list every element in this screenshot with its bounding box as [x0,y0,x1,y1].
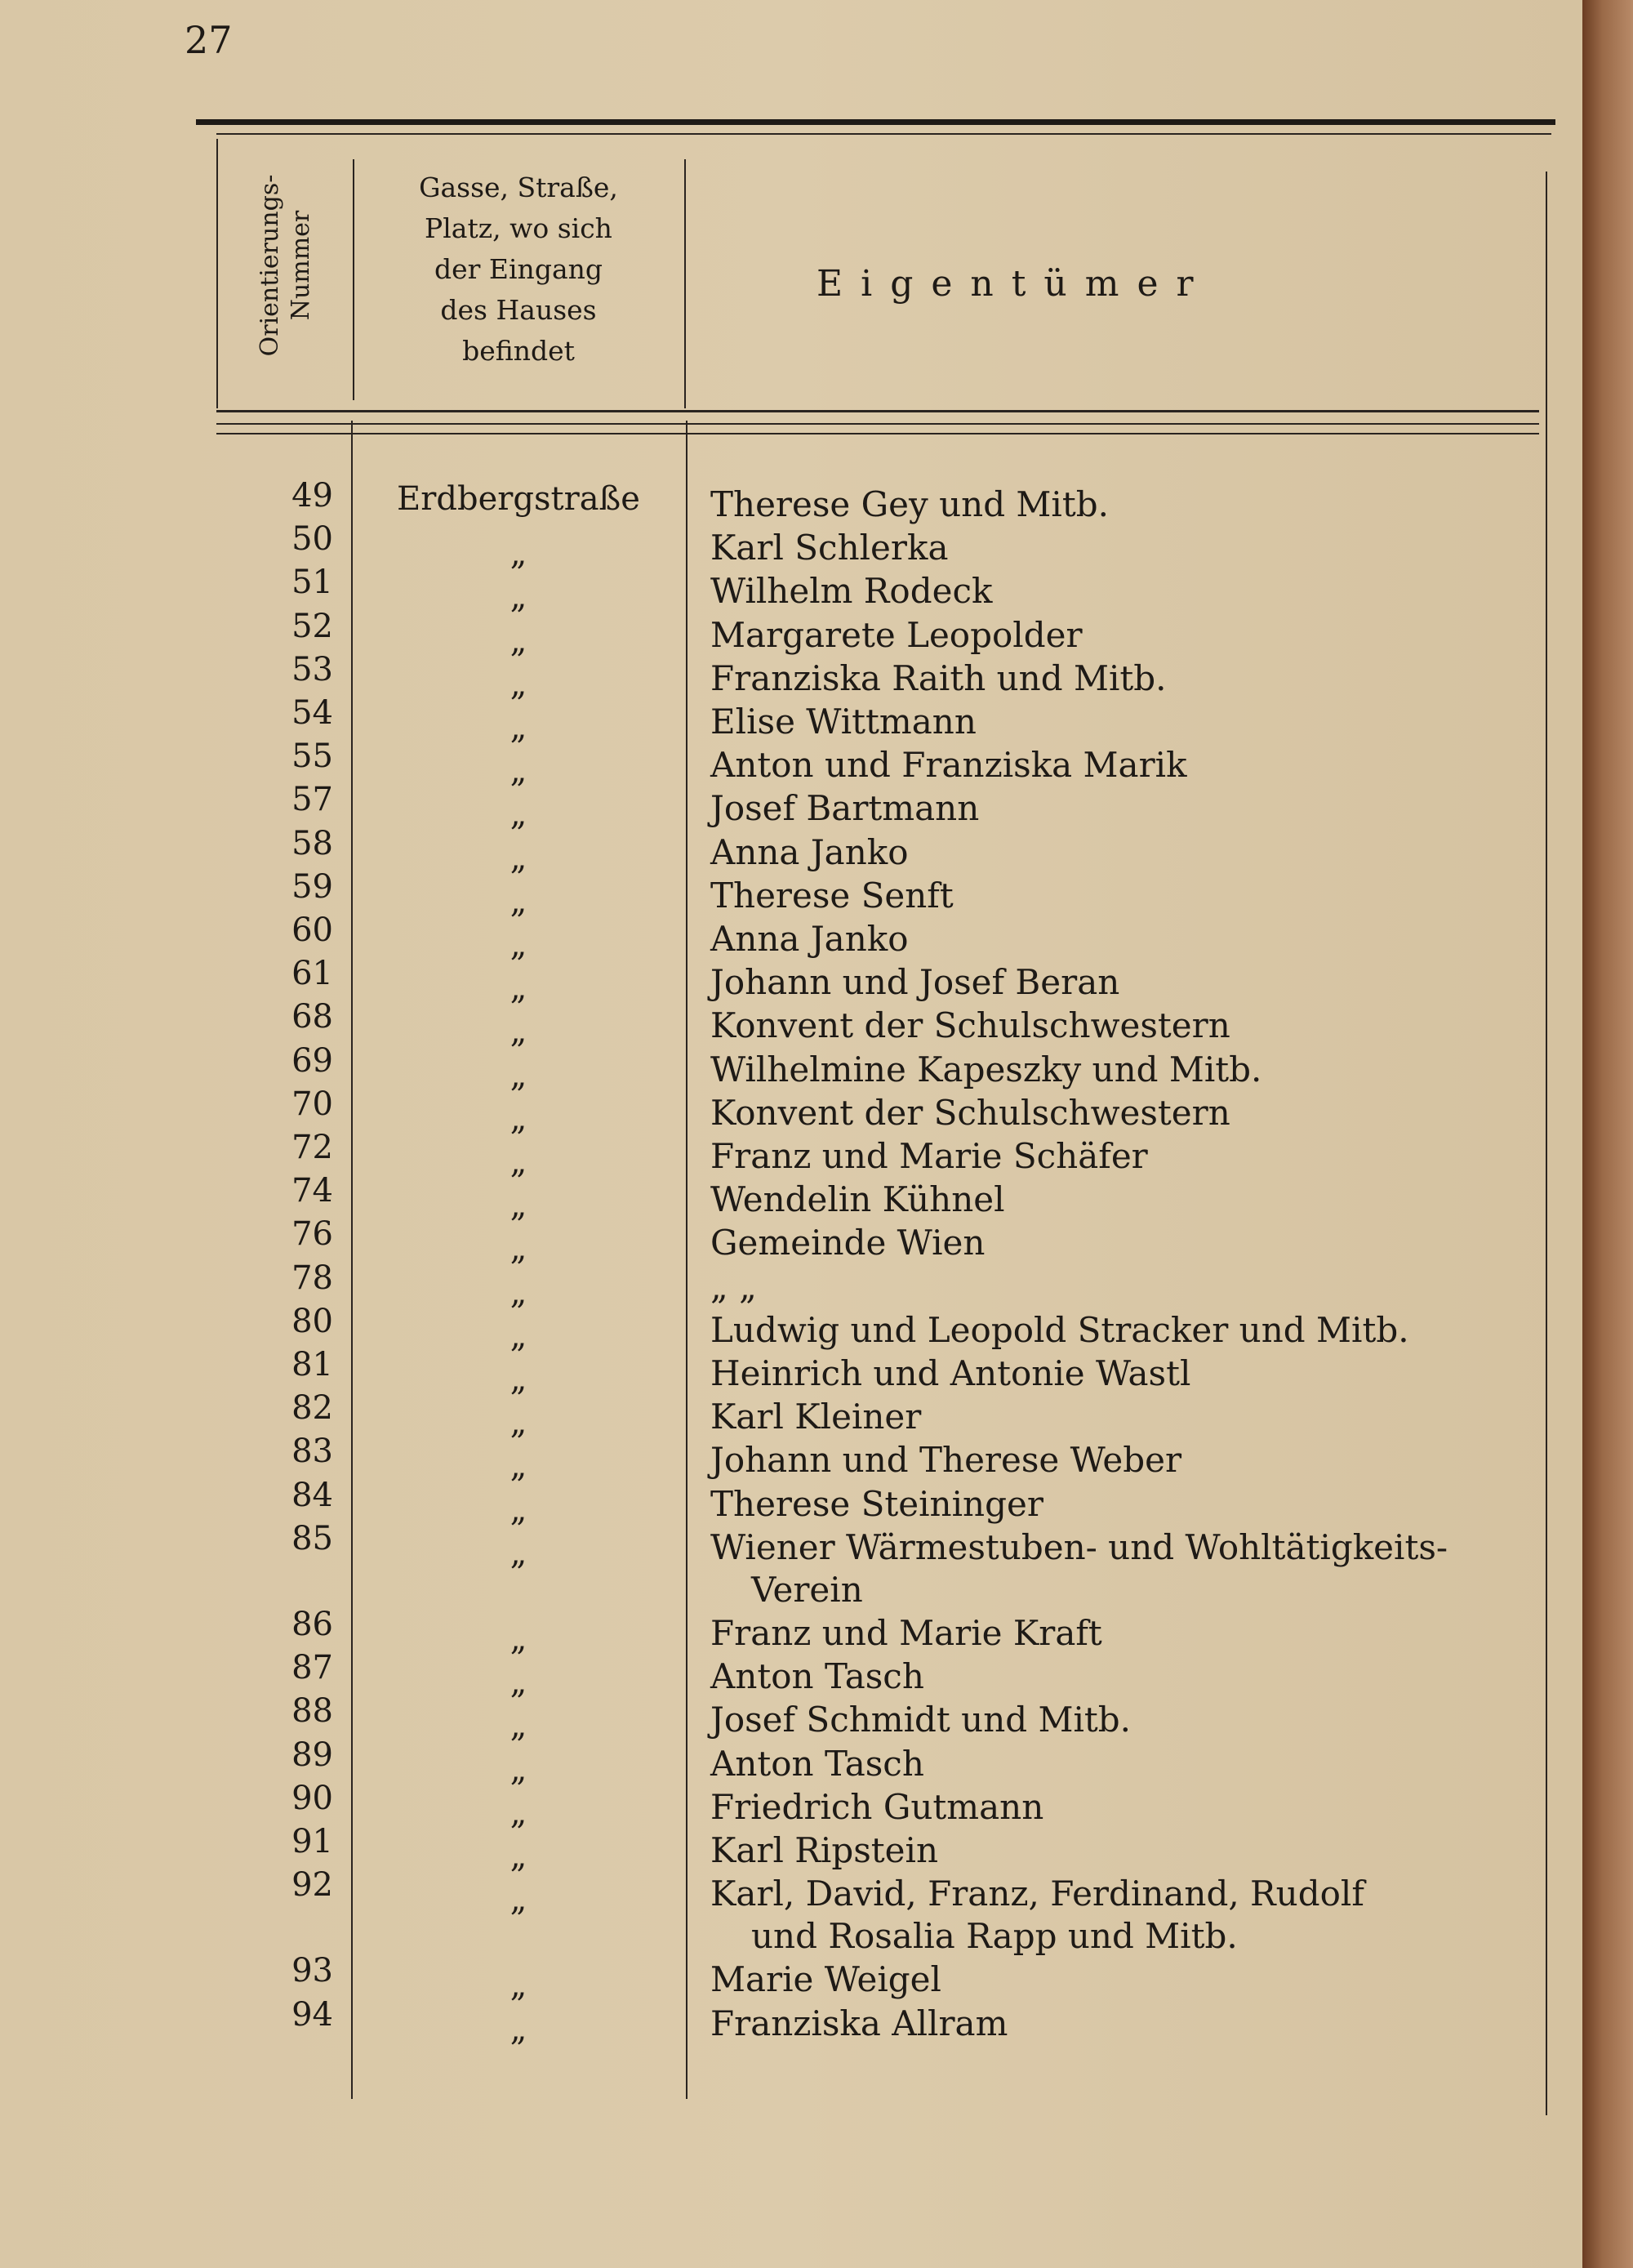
owner-continuation: Verein [751,1569,863,1610]
owner-name [710,570,1543,613]
owner-name [710,1179,1543,1221]
orientation-number: 49 [291,477,333,515]
owner-name [710,2003,1543,2045]
orientation-number: 78 [291,1259,333,1297]
orientation-number: 91 [291,1823,333,1860]
owner-text: Karl Schlerka [710,528,949,568]
street-name: „ [509,1230,527,1268]
street-name: „ [509,795,527,834]
header-orientation-line1: Orientierungs- [256,174,284,357]
owner-text: Wendelin Kühnel [710,1179,1005,1220]
street-name: „ [509,1838,527,1875]
owner-text: Josef Schmidt und Mitb. [710,1700,1132,1740]
owner-text: Wilhelmine Kapeszky und Mitb. [710,1049,1262,1089]
owner-name [710,1092,1543,1134]
table-left-border [216,139,218,408]
header-rule-2 [216,423,1539,425]
table-right-border [1546,172,1547,2115]
owner-name [710,1958,1543,2001]
owner-name [710,1396,1543,1438]
street-name: „ [509,1534,527,1572]
orientation-number: 57 [291,781,333,819]
street-name: „ [509,2010,527,2048]
orientation-number: 52 [291,607,333,645]
street-name: „ [509,839,527,877]
orientation-number: 83 [291,1433,333,1471]
orientation-number: 85 [291,1519,333,1557]
street-name: „ [509,1664,527,1702]
street-name: „ [509,578,527,617]
header-street-line: befindet [462,335,575,367]
orientation-number: 69 [291,1041,333,1080]
orientation-number: 72 [291,1129,333,1166]
owner-continuation: und Rosalia Rapp und Mitb. [751,1916,1238,1957]
page-number: 27 [185,18,233,62]
owner-name [710,657,1543,700]
owner-text: Elise Wittmann [710,702,977,742]
book-edge [1582,0,1633,2268]
owner-name [710,1829,1543,1872]
header-street-line: Platz, wo sich [425,212,612,244]
orientation-number: 88 [291,1692,333,1731]
header-rule-3 [216,433,1539,434]
orientation-number: 74 [291,1172,333,1210]
owner-text: Therese Senft [710,875,954,916]
street-name: „ [509,1447,527,1486]
street-name: „ [509,1013,527,1051]
owner-name [710,1222,1543,1264]
header-street [359,167,678,372]
street-name: „ [509,622,527,660]
header-street-line: der Eingang [434,253,603,285]
orientation-number: 59 [291,867,333,906]
owner-text: Therese Steininger [710,1483,1043,1524]
owner-name [710,1526,1543,1611]
owner-text: Friedrich Gutmann [710,1786,1044,1827]
owner-name [710,614,1543,657]
owner-text: Franz und Marie Schäfer [710,1136,1148,1176]
orientation-number: 86 [291,1606,333,1643]
owner-name [710,1743,1543,1785]
owner-name [710,875,1543,917]
street-name: „ [509,709,527,746]
street-name: „ [509,969,527,1008]
owner-text: Gemeinde Wien [710,1223,986,1263]
owner-name [710,744,1543,786]
owner-text: Therese Gey und Mitb. [710,484,1109,524]
owner-text: Karl, David, Franz, Ferdinand, Rudolf [710,1874,1364,1914]
owner-text: Anton Tasch [710,1743,924,1784]
owner-text: Josef Bartmann [710,788,980,829]
owner-name [710,1439,1543,1482]
owner-text: Karl Ripstein [710,1830,938,1870]
owner-name [710,701,1543,743]
owner-text: Ludwig und Leopold Stracker und Mitb. [710,1309,1409,1350]
top-rule-thin [216,133,1551,135]
owner-name [710,1483,1543,1526]
owner-text: Anton Tasch [710,1656,924,1697]
street-name: „ [509,535,527,573]
street-name: „ [509,1273,527,1312]
orientation-number: 93 [291,1952,333,1990]
street-name: „ [509,1187,527,1225]
orientation-number: 82 [291,1389,333,1428]
street-name: „ [509,1967,527,2005]
owner-name [710,918,1543,960]
header-street-line: des Hauses [440,294,597,326]
header-owner: Eigentümer [816,263,1212,305]
column-divider-2 [686,421,687,2099]
owner-name [710,1352,1543,1395]
owner-text: Franz und Marie Kraft [710,1613,1102,1653]
orientation-number: 54 [291,694,333,732]
street-name: „ [509,882,527,920]
orientation-number: 90 [291,1779,333,1817]
owner-name [710,1873,1543,1958]
orientation-number: 87 [291,1649,333,1687]
owner-name [710,1612,1543,1655]
column-divider-1 [351,421,353,2099]
street-name: Erdbergstraße [397,480,640,518]
owner-text: Heinrich und Antonie Wastl [710,1353,1191,1393]
orientation-number: 89 [291,1736,333,1774]
header-street-line: Gasse, Straße, [419,172,618,203]
header-divider-2 [684,159,686,408]
owner-name [710,961,1543,1004]
street-name: „ [509,1317,527,1355]
orientation-number: 53 [291,650,333,688]
owner-text: Anna Janko [710,831,909,872]
orientation-number: 94 [291,1995,333,2034]
street-name: „ [509,752,527,791]
owner-text: Marie Weigel [710,1959,941,2000]
orientation-number: 70 [291,1085,333,1123]
orientation-number: 51 [291,564,333,602]
owner-text: Konvent der Schulschwestern [710,1005,1230,1046]
owner-text: Wilhelm Rodeck [710,571,993,612]
street-name: „ [509,1881,527,1919]
street-name: „ [509,926,527,964]
owner-text: Johann und Therese Weber [710,1440,1182,1481]
owner-name [710,483,1543,526]
owner-text: Anton und Franziska Marik [710,745,1187,786]
orientation-number: 81 [291,1346,333,1384]
street-name: „ [509,1620,527,1658]
street-name: „ [509,1707,527,1745]
owner-text: Karl Kleiner [710,1397,922,1437]
street-name: „ [509,1143,527,1181]
orientation-number: 60 [291,911,333,949]
owner-name [710,831,1543,874]
owner-text: Franziska Raith und Mitb. [710,657,1167,698]
orientation-number: 55 [291,737,333,776]
owner-name [710,1005,1543,1047]
header-orientation-line2: Nummer [287,210,315,321]
header-orientation-number [255,175,317,357]
owner-name [710,1049,1543,1091]
orientation-number: 50 [291,520,333,559]
header-rule [216,410,1539,412]
street-name: „ [509,1361,527,1398]
owner-name [710,1699,1543,1741]
owner-text: „ „ [710,1266,757,1307]
orientation-number: 58 [291,824,333,862]
owner-name [710,1135,1543,1178]
owner-name [710,1266,1543,1308]
owner-text: Anna Janko [710,919,909,959]
owner-text: Konvent der Schulschwestern [710,1092,1230,1133]
orientation-number: 84 [291,1476,333,1514]
orientation-number: 68 [291,998,333,1036]
owner-name [710,1655,1543,1698]
owner-name [710,787,1543,830]
orientation-number: 92 [291,1866,333,1905]
owner-name [710,1786,1543,1829]
owner-text: Margarete Leopolder [710,614,1083,655]
street-name: „ [509,1793,527,1832]
owner-text: Franziska Allram [710,2003,1008,2043]
street-name: „ [509,1404,527,1442]
owner-text: Wiener Wärmestuben- und Wohltätigkeits- [710,1526,1448,1567]
owner-name [710,527,1543,569]
owner-name [710,1309,1543,1352]
street-name: „ [509,1099,527,1138]
street-name: „ [509,665,527,703]
street-name: „ [509,1750,527,1789]
orientation-number: 80 [291,1302,333,1340]
header-divider-1 [353,159,354,400]
orientation-number: 76 [291,1215,333,1254]
street-name: „ [509,1056,527,1094]
orientation-number: 61 [291,955,333,993]
owner-text: Johann und Josef Beran [710,962,1120,1003]
street-name: „ [509,1490,527,1529]
top-rule [196,119,1555,125]
